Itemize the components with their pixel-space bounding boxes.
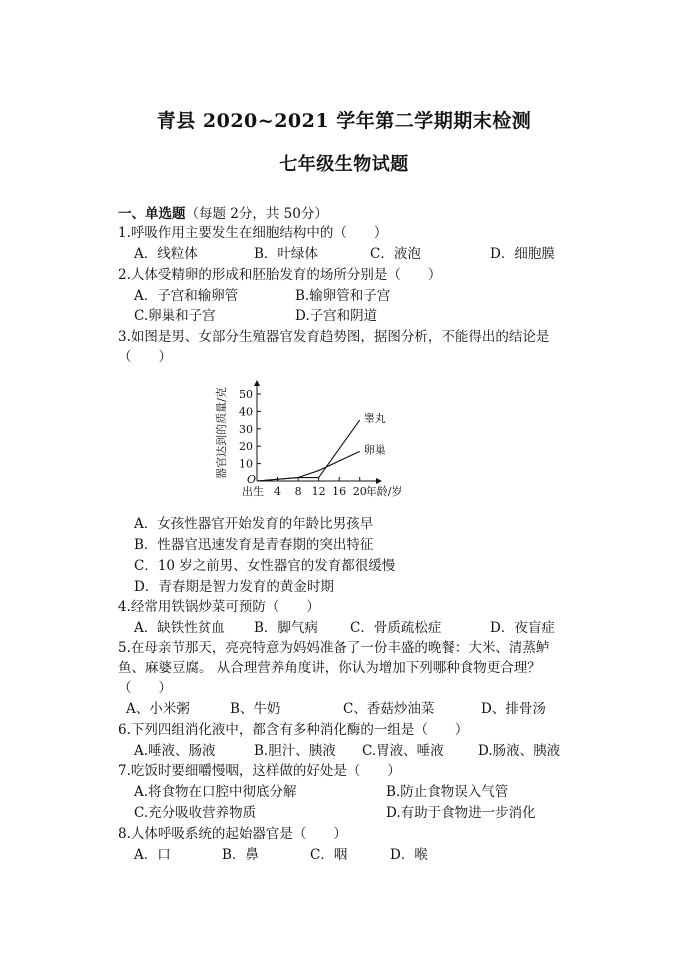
q4-option-c: C．骨质疏松症: [350, 620, 442, 636]
exam-subtitle: 七年级生物试题: [279, 154, 409, 175]
q7-option-c: C.充分吸收营养物质: [134, 805, 257, 821]
x-tick-label: 20: [352, 485, 367, 498]
y-tick-label: 40: [239, 405, 253, 419]
x-tick-label: 4: [274, 485, 282, 498]
x-tick-label: 出生: [242, 485, 264, 498]
question-3-stem-cont: （ ）: [118, 349, 172, 365]
x-tick-label: 16: [332, 485, 347, 498]
reproductive-organ-chart: [205, 378, 425, 503]
q8-option-d: D．喉: [390, 847, 428, 863]
q3-option-d: D．青春期是智力发育的黄金时期: [134, 579, 334, 595]
exam-title: 青县 2020~2021 学年第二学期期末检测: [156, 110, 532, 132]
q3-option-a: A．女孩性器官开始发育的年龄比男孩早: [134, 516, 374, 532]
q3-option-c: C．10 岁之前男、女性器官的发育都很缓慢: [134, 558, 396, 574]
chart-lines: [257, 420, 360, 481]
series-line-testis: [257, 420, 360, 481]
chart-axes: [254, 380, 382, 484]
q4-option-a: A．缺铁性贫血: [134, 620, 225, 636]
q4-option-b: B．脚气病: [254, 620, 318, 636]
section-label: 一、单选题: [118, 206, 186, 222]
q5-option-d: D、排骨汤: [481, 701, 546, 717]
q6-option-d: D.肠液、胰液: [478, 743, 561, 759]
q2-option-c: C.卵巢和子宫: [134, 308, 216, 324]
question-8-stem: 8.人体呼吸系统的起始器官是（ ）: [118, 826, 347, 842]
y-axis-label: 器官达到的质量/克: [215, 387, 228, 479]
q1-option-a: A．线粒体: [134, 246, 198, 262]
question-2-stem: 2.人体受精卵的形成和胚胎发育的场所分别是（ ）: [118, 267, 442, 283]
question-4-stem: 4.经常用铁锅炒菜可预防（ ）: [118, 599, 320, 615]
x-tick-label: 8: [294, 485, 302, 498]
question-5-stem-cont: 鱼、麻婆豆腐。 从合理营养角度讲，你认为增加下列哪种食物更合理？: [118, 660, 541, 676]
y-tick-label: 10: [239, 457, 253, 471]
q2-option-b: B.输卵管和子宫: [295, 288, 391, 304]
q2-option-d: D.子宫和阴道: [295, 308, 378, 324]
q8-option-b: B．鼻: [222, 847, 259, 863]
x-axis-arrow: [376, 478, 382, 484]
series-label-ovary: 卵巢: [363, 443, 386, 457]
series-line-ovary: [257, 451, 360, 481]
q5-option-a: A、小米粥: [126, 701, 190, 717]
y-tick-label: 20: [239, 440, 253, 454]
q8-option-c: C．咽: [310, 847, 348, 863]
q7-option-d: D.有助于食物进一步消化: [386, 805, 536, 821]
section-heading: [118, 205, 328, 223]
question-1-stem: 1.呼吸作用主要发生在细胞结构中的（ ）: [118, 225, 388, 241]
question-3-stem: 3.如图是男、女部分生殖器官发育趋势图，据图分析，不能得出的结论是: [118, 329, 550, 345]
q5-option-c: C、香菇炒油菜: [343, 701, 435, 717]
y-tick-label: 50: [239, 388, 253, 401]
q5-option-b: B、牛奶: [230, 701, 281, 717]
q6-option-c: C.胃液、唾液: [362, 743, 444, 759]
q6-option-b: B.胆汁、胰液: [254, 743, 336, 759]
x-tick-label: 12: [311, 485, 326, 498]
question-7-stem: 7.吃饭时要细嚼慢咽，这样做的好处是（ ）: [118, 763, 401, 779]
question-6-stem: 6.下列四组消化液中，都含有多种消化酶的一组是（ ）: [118, 722, 469, 738]
q1-option-c: C．液泡: [370, 246, 421, 262]
y-axis-arrow: [254, 380, 260, 386]
q2-option-a: A．子宫和输卵管: [134, 288, 239, 304]
q7-option-b: B.防止食物误入气管: [386, 784, 509, 800]
q8-option-a: A．口: [134, 847, 171, 863]
q1-option-d: D．细胞膜: [490, 246, 555, 262]
q7-option-a: A.将食物在口腔中彻底分解: [134, 784, 297, 800]
y-tick-label: 30: [239, 422, 253, 436]
q4-option-d: D．夜盲症: [490, 620, 555, 636]
section-note: （每题 2分，共 50分）: [185, 206, 328, 222]
q3-option-b: B．性器官迅速发育是青春期的突出特征: [134, 537, 374, 553]
question-5-stem: 5.在母亲节那天，亮亮特意为妈妈准备了一份丰盛的晚餐：大米、清蒸鲈: [118, 640, 550, 656]
q6-option-a: A.唾液、肠液: [134, 743, 216, 759]
x-axis-label: 年龄/岁: [365, 485, 403, 498]
question-5-stem-cont2: （ ）: [118, 680, 172, 696]
origin-label: O: [247, 473, 257, 486]
series-label-testis: 睾丸: [363, 412, 386, 426]
q1-option-b: B．叶绿体: [254, 246, 318, 262]
